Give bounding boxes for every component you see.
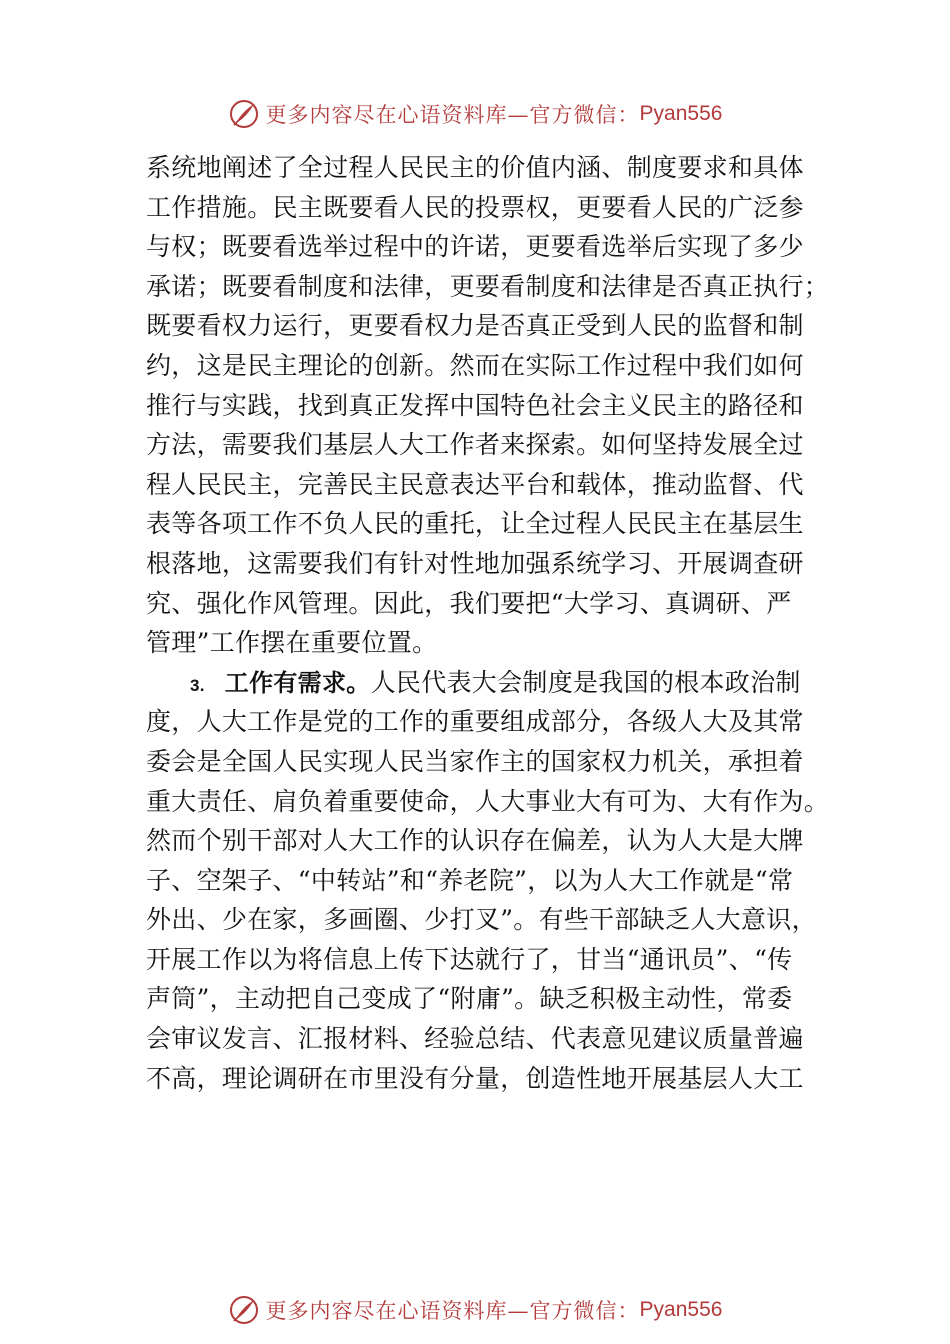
text-line: 程人民民主，完善民主民意表达平台和载体，推动监督、代 xyxy=(146,469,804,499)
text-line: 委会是全国人民实现人民当家作主的国家权力机关，承担着 xyxy=(146,746,804,776)
text-run: 人民代表大会制度是我国的根本政治制 xyxy=(370,667,801,697)
paragraph-1 xyxy=(146,148,830,663)
text-line: 会审议发言、汇报材料、经验总结、代表意见建议质量普遍 xyxy=(146,1024,804,1054)
document-body xyxy=(146,148,830,1098)
banner-text: 更多内容尽在心语资料库—官方微信： xyxy=(265,1299,640,1323)
feather-logo-icon xyxy=(228,98,260,130)
section-3 xyxy=(146,663,830,1099)
text-line: 声筒”，主动把自己变成了“附庸”。缺乏积极主动性，常委 xyxy=(146,984,793,1014)
text-line: 然而个别干部对人大工作的认识存在偏差，认为人大是大牌 xyxy=(146,826,804,856)
footer-banner xyxy=(0,1288,950,1332)
section-heading-line xyxy=(146,663,816,703)
text-line: 究、强化作风管理。因此，我们要把“大学习、真调研、严 xyxy=(146,588,792,618)
text-line: 重大责任、肩负着重要使命，人大事业大有可为、大有作为。 xyxy=(146,786,830,816)
text-line: 外出、少在家，多画圈、少打叉”。有些干部缺乏人大意识， xyxy=(146,905,817,935)
section-title: 工作有需求。 xyxy=(224,668,371,697)
text-line: 推行与实践，找到真正发挥中国特色社会主义民主的路径和 xyxy=(146,390,804,420)
text-line: 方法，需要我们基层人大工作者来探索。如何坚持发展全过 xyxy=(146,430,804,460)
text-line: 子、空架子、“中转站”和“养老院”，以为人大工作就是“常 xyxy=(146,865,794,895)
text-line: 度，人大工作是党的工作的重要组成部分，各级人大及其常 xyxy=(146,707,804,737)
text-line: 管理”工作摆在重要位置。 xyxy=(146,628,438,658)
text-line: 根落地，这需要我们有针对性地加强系统学习、开展调查研 xyxy=(146,548,804,578)
feather-logo-icon xyxy=(228,1294,260,1326)
header-banner xyxy=(0,92,950,136)
wechat-id: Pyan556 xyxy=(639,1298,723,1321)
text-line: 不高，理论调研在市里没有分量，创造性地开展基层人大工 xyxy=(146,1063,804,1093)
text-line: 表等各项工作不负人民的重托，让全过程人民民主在基层生 xyxy=(146,509,804,539)
section-number: 3. xyxy=(190,675,205,695)
text-line: 系统地阐述了全过程人民民主的价值内涵、制度要求和具体 xyxy=(146,153,804,182)
text-line: 与权；既要看选举过程中的许诺，更要看选举后实现了多少 xyxy=(146,232,804,262)
text-line: 工作措施。民主既要看人民的投票权，更要看人民的广泛参 xyxy=(146,192,804,222)
text-line: 开展工作以为将信息上传下达就行了，甘当“通讯员”、“传 xyxy=(146,944,793,974)
text-line: 既要看权力运行，更要看权力是否真正受到人民的监督和制 xyxy=(146,311,804,341)
text-line: 约，这是民主理论的创新。然而在实际工作过程中我们如何 xyxy=(146,350,804,380)
banner-text: 更多内容尽在心语资料库—官方微信： xyxy=(265,103,640,127)
text-line: 承诺；既要看制度和法律，更要看制度和法律是否真正执行； xyxy=(146,271,830,301)
wechat-id: Pyan556 xyxy=(639,102,723,125)
